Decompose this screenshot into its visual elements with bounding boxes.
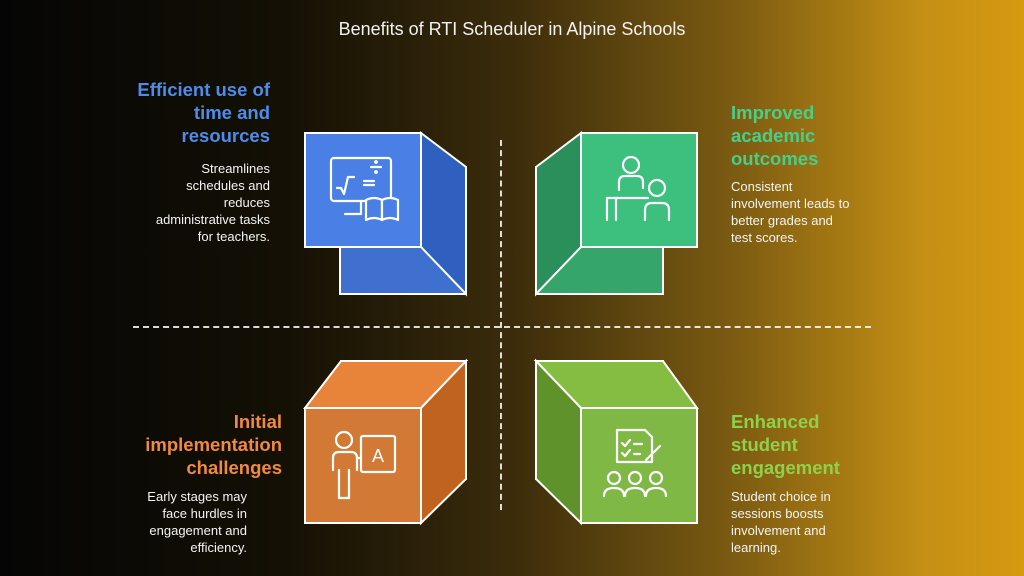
body-improved-outcomes: Consistent involvement leads to better grades and test scores. [731, 179, 850, 245]
body-efficient-time: Streamlines schedules and reduces administrative tasks for teachers. [155, 161, 270, 244]
cube-improved-outcomes [536, 133, 697, 294]
heading-enhanced-engagement: Enhanced student engagement [731, 411, 840, 478]
body-initial-challenges: Early stages may face hurdles in engagement and efficiency. [147, 489, 247, 555]
cube-efficient-time [305, 133, 466, 294]
svg-text:A: A [371, 446, 385, 466]
heading-improved-outcomes: Improved academic outcomes [731, 102, 819, 169]
body-enhanced-engagement: Student choice in sessions boosts involvement and learning. [731, 489, 831, 555]
cube-initial-challenges [305, 361, 466, 523]
diagram-title: Benefits of RTI Scheduler in Alpine Schools [338, 19, 686, 39]
heading-initial-challenges: Initial implementation challenges [145, 411, 282, 478]
cube-enhanced-engagement [536, 361, 697, 523]
heading-efficient-time: Efficient use of time and resources [137, 79, 270, 146]
